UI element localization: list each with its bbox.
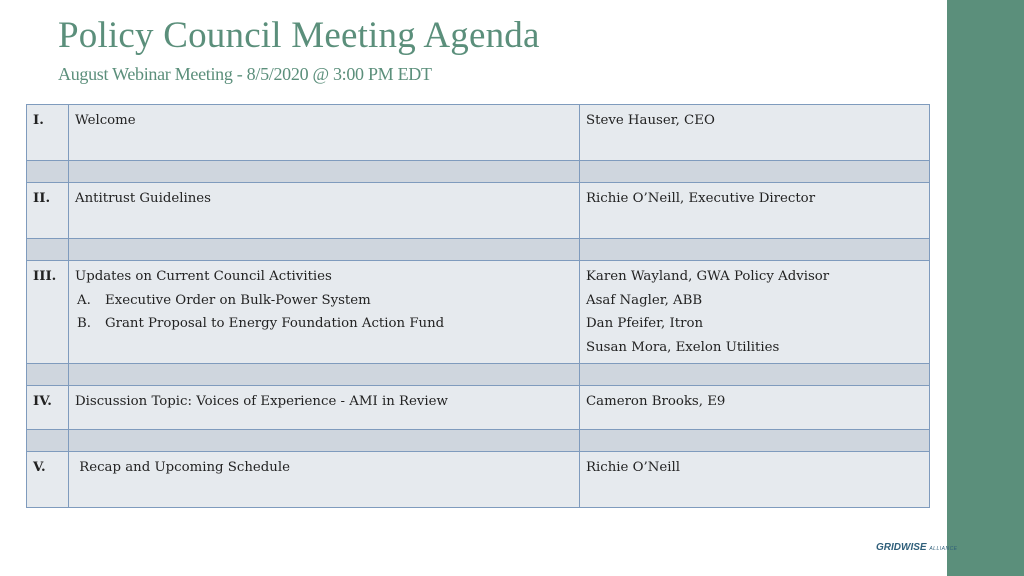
subitem-letter: A. bbox=[77, 292, 91, 308]
spacer-row bbox=[27, 161, 930, 183]
spacer-row bbox=[27, 364, 930, 386]
item-presenter: Richie O’Neill, Executive Director bbox=[580, 183, 930, 239]
item-presenter: Dan Pfeifer, Itron bbox=[586, 316, 704, 331]
subitem-text: Grant Proposal to Energy Foundation Action Fund bbox=[105, 316, 445, 331]
spacer-row bbox=[27, 239, 930, 261]
item-topic: Updates on Current Council Activities bbox=[75, 269, 332, 284]
logo-main: GRIDWISE bbox=[876, 542, 927, 553]
item-number: I. bbox=[27, 105, 69, 161]
item-presenter: Richie O’Neill bbox=[580, 452, 930, 508]
item-presenter: Asaf Nagler, ABB bbox=[586, 292, 703, 308]
spacer-row bbox=[27, 430, 930, 452]
agenda-table bbox=[26, 104, 930, 508]
side-band bbox=[947, 0, 1024, 576]
subitem-text: Executive Order on Bulk-Power System bbox=[105, 292, 371, 308]
item-topic: Recap and Upcoming Schedule bbox=[69, 452, 580, 508]
item-presenter: Susan Mora, Exelon Utilities bbox=[586, 339, 780, 355]
item-number: II. bbox=[27, 183, 69, 239]
item-presenter: Cameron Brooks, E9 bbox=[580, 386, 930, 430]
agenda-row bbox=[27, 261, 930, 364]
item-presenter: Karen Wayland, GWA Policy Advisor bbox=[586, 269, 830, 284]
item-number: IV. bbox=[27, 386, 69, 430]
item-topic: Discussion Topic: Voices of Experience - AMI in Review bbox=[69, 386, 580, 430]
item-topic: Welcome bbox=[69, 105, 580, 161]
subitem bbox=[75, 312, 573, 336]
item-topic-cell bbox=[69, 261, 580, 364]
agenda-row bbox=[27, 183, 930, 239]
item-presenter: Steve Hauser, CEO bbox=[580, 105, 930, 161]
agenda-row bbox=[27, 386, 930, 430]
page-subtitle: August Webinar Meeting - 8/5/2020 @ 3:00 PM EDT bbox=[58, 64, 432, 84]
agenda-row bbox=[27, 452, 930, 508]
item-number: V. bbox=[27, 452, 69, 508]
item-topic: Antitrust Guidelines bbox=[69, 183, 580, 239]
gridwise-logo bbox=[876, 542, 958, 553]
subitem bbox=[75, 289, 573, 313]
item-presenters-cell bbox=[580, 261, 930, 364]
item-number: III. bbox=[27, 261, 69, 364]
page-title: Policy Council Meeting Agenda bbox=[58, 15, 540, 56]
subitem-letter: B. bbox=[77, 316, 91, 331]
agenda-row bbox=[27, 105, 930, 161]
logo-suffix: ALLIANCE bbox=[929, 546, 958, 552]
